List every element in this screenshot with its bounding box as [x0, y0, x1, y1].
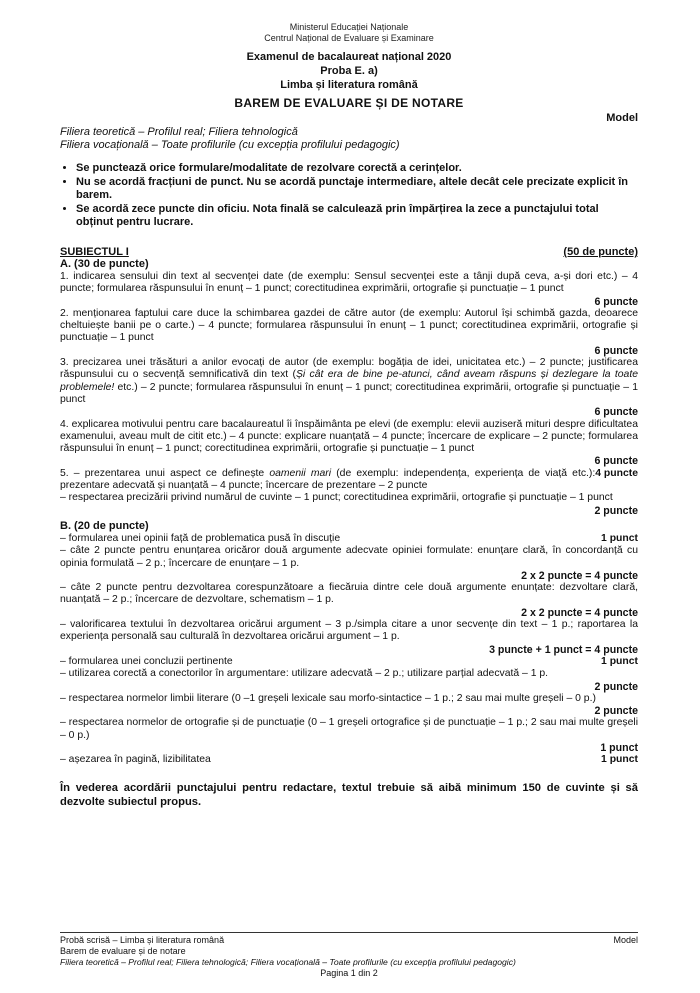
filiera-block [60, 126, 638, 152]
item-a5-end: (de exemplu: independența, experiența de viață etc.): prezentare adecvată și nuanțată – 4 puncte; încercare de prezentare – 2 puncte [60, 467, 596, 492]
score-b6: 2 puncte [594, 680, 638, 693]
footer-barem: Barem de evaluare și de notare [60, 946, 186, 956]
score-a1: 6 puncte [594, 295, 638, 308]
score-a4: 6 puncte [594, 455, 638, 468]
item-b6: – utilizarea corectă a conectorilor în argumentare: utilizare adecvată – 2 p.; utilizare parțial adecvată – 1 p. [60, 668, 549, 680]
filiera-line-2: Filiera vocațională – Toate profilurile (cu excepția profilului pedagogic) [60, 139, 400, 151]
item-a3-start: 3. precizarea unei trăsături a anilor evocați de autor (de exemplu: bogăția de idei, unicitatea etc.) – 2 puncte; justificarea răspunsului cu o secvență semnificativă din text ( [60, 357, 638, 381]
proba-title: Proba E. a) [320, 65, 378, 77]
score-a2: 6 puncte [594, 344, 638, 357]
item-b7: – respectarea normelor limbii literare (0 –1 greșeli lexicale sau morfo-sintactice – 1 p.; 2 sau mai multe greșeli – 0 p.) [60, 692, 596, 704]
section-a-title: A. (30 de puncte) [60, 258, 149, 270]
score-b5: 1 punct [601, 655, 638, 667]
score-b7: 2 puncte [594, 705, 638, 718]
score-b4: 3 puncte + 1 punct = 4 puncte [489, 643, 638, 656]
item-a5 [60, 468, 638, 493]
item-b4: – valorificarea textului în dezvoltarea oricărui argument – 3 p./simpla citare a unor secvențe din text – 1 p.; raportarea la experiența personală sau culturală în dezvoltarea oricărui argument – 1 p. [60, 619, 638, 643]
item-b3: – câte 2 puncte pentru dezvoltarea corespunzătoare a fiecăruia dintre cele două argumente enunțate: dezvoltare clară, nuanțată – 2 p.; încercare de dezvoltare, schematism – 1 p. [60, 582, 638, 606]
filiera-line-1: Filiera teoretică – Profilul real; Filiera tehnologică [60, 126, 298, 138]
item-b9-text: – așezarea în pagină, lizibilitatea [60, 754, 211, 766]
rule-item: • Nu se acordă fracțiuni de punct. Nu se acordă punctaje intermediare, altele decât cele precizate explicit în barem. [76, 176, 638, 202]
ministry-header [60, 22, 638, 44]
item-a1: 1. indicarea sensului din text al secvenței date (de exemplu: Sensul secvenței este a tânji după ceva, a-și dori etc.) – 4 puncte; formularea răspunsului în enunț – 1 punct; corectitudinea exprimării, ortografie și punctuație – 1 punct [60, 271, 638, 295]
score-a5b: 2 puncte [594, 504, 638, 517]
item-a5-start: 5. – prezentarea unui aspect ce definește [60, 467, 270, 479]
item-a3-quote: Și cât era de bine pe-atunci, când aveam răspuns și dezlegare la toate problemele! [60, 369, 638, 393]
item-b1-text: – formularea unei opinii față de problematica pusă în discuție [60, 532, 341, 544]
score-a3: 6 puncte [594, 406, 638, 419]
model-label: Model [606, 112, 638, 124]
document-page [60, 22, 638, 809]
item-b2: – câte 2 puncte pentru enunțarea oricăror două argumente adecvate opiniei formulate: enunțare clară, în concordanță cu opinia formulată – 2 p.; încercare de enunțare – 1 p. [60, 545, 638, 569]
footer-filiera: Filiera teoretică – Profilul real; Filiera tehnologică; Filiera vocațională – Toate profilurile (cu excepția profilului pedagogic) [60, 957, 516, 967]
center-name: Centrul Național de Evaluare și Examinare [264, 33, 434, 43]
footer-model: Model [613, 935, 638, 945]
item-a4: 4. explicarea motivului pentru care bacalaureatul îi înspăimânta pe elevi (de exemplu: elevii auziseră mituri despre dificultatea examenului, aveau mult de citit etc.) – 4 puncte: explicare nuanțată – 4 puncte; încercare de explicare – 2 puncte; formularea răspunsului în enunț – 1 punct; corectitudinea exprimării, ortografie și punctuație – 1 punct [60, 418, 638, 455]
score-a5: 4 puncte [595, 467, 638, 479]
subject-title: Limba și literatura română [280, 79, 418, 91]
rule-item: • Se acordă zece puncte din oficiu. Nota finală se calculează prin împărțirea la zece a punctajului total obținut pentru lucrare. [76, 203, 638, 229]
page-number: Pagina 1 din 2 [320, 968, 378, 978]
item-b5-text: – formularea unei concluzii pertinente [60, 655, 233, 667]
general-rules [60, 162, 638, 229]
item-a3-end: etc.) – 2 puncte; formularea răspunsului în enunț – 1 punct; corectitudinea exprimării, ortografie și punctuație – 1 punct [60, 381, 638, 405]
barem-title: BAREM DE EVALUARE ȘI DE NOTARE [234, 96, 464, 110]
ministry-name: Ministerul Educației Naționale [289, 22, 409, 32]
rule-item: • Se punctează orice formulare/modalitate de rezolvare corectă a cerințelor. [76, 162, 638, 175]
score-b2: 2 x 2 puncte = 4 puncte [521, 569, 638, 582]
page-footer [60, 935, 638, 979]
score-b1: 1 punct [601, 532, 638, 544]
item-a5b: – respectarea precizării privind numărul de cuvinte – 1 punct; corectitudinea exprimării, ortografie și punctuație – 1 punct [60, 492, 613, 504]
exam-title: Examenul de bacalaureat național 2020 [246, 51, 452, 63]
item-b9 [60, 754, 638, 766]
final-note: În vederea acordării punctajului pentru redactare, textul trebuie să aibă minimum 150 de cuvinte și să dezvolte subiectul propus. [60, 781, 638, 808]
score-b3: 2 x 2 puncte = 4 puncte [521, 606, 638, 619]
item-b1 [60, 533, 638, 545]
footer-divider [60, 932, 638, 933]
footer-proba: Probă scrisă – Limba și literatura română [60, 935, 225, 945]
item-a2: 2. menționarea faptului care duce la schimbarea gazdei de către autor (de exemplu: Autorul își schimbă gazda, deoarece cheltuiește banii pe o carte.) – 4 puncte; formularea răspunsului în enunț – 1 punct; corectitudinea exprimării, ortografie și punctuație – 1 punct [60, 307, 638, 344]
score-b9: 1 punct [601, 754, 638, 766]
item-b8: – respectarea normelor de ortografie și de punctuație (0 – 1 greșeli ortografice și de punctuație – 1 p.; 2 sau mai multe greșeli – 0 p.) [60, 717, 638, 741]
section-b-title: B. (20 de puncte) [60, 519, 149, 532]
subject-1-points: (50 de puncte) [563, 246, 638, 258]
score-b8: 1 punct [600, 741, 638, 754]
item-a3 [60, 357, 638, 406]
subject-1-header [60, 246, 638, 258]
exam-titles [60, 50, 638, 92]
subject-1-title: SUBIECTUL I [60, 246, 129, 258]
item-a5-em: oamenii mari [269, 467, 332, 479]
item-b5 [60, 656, 638, 668]
footer-row-1 [60, 935, 638, 946]
